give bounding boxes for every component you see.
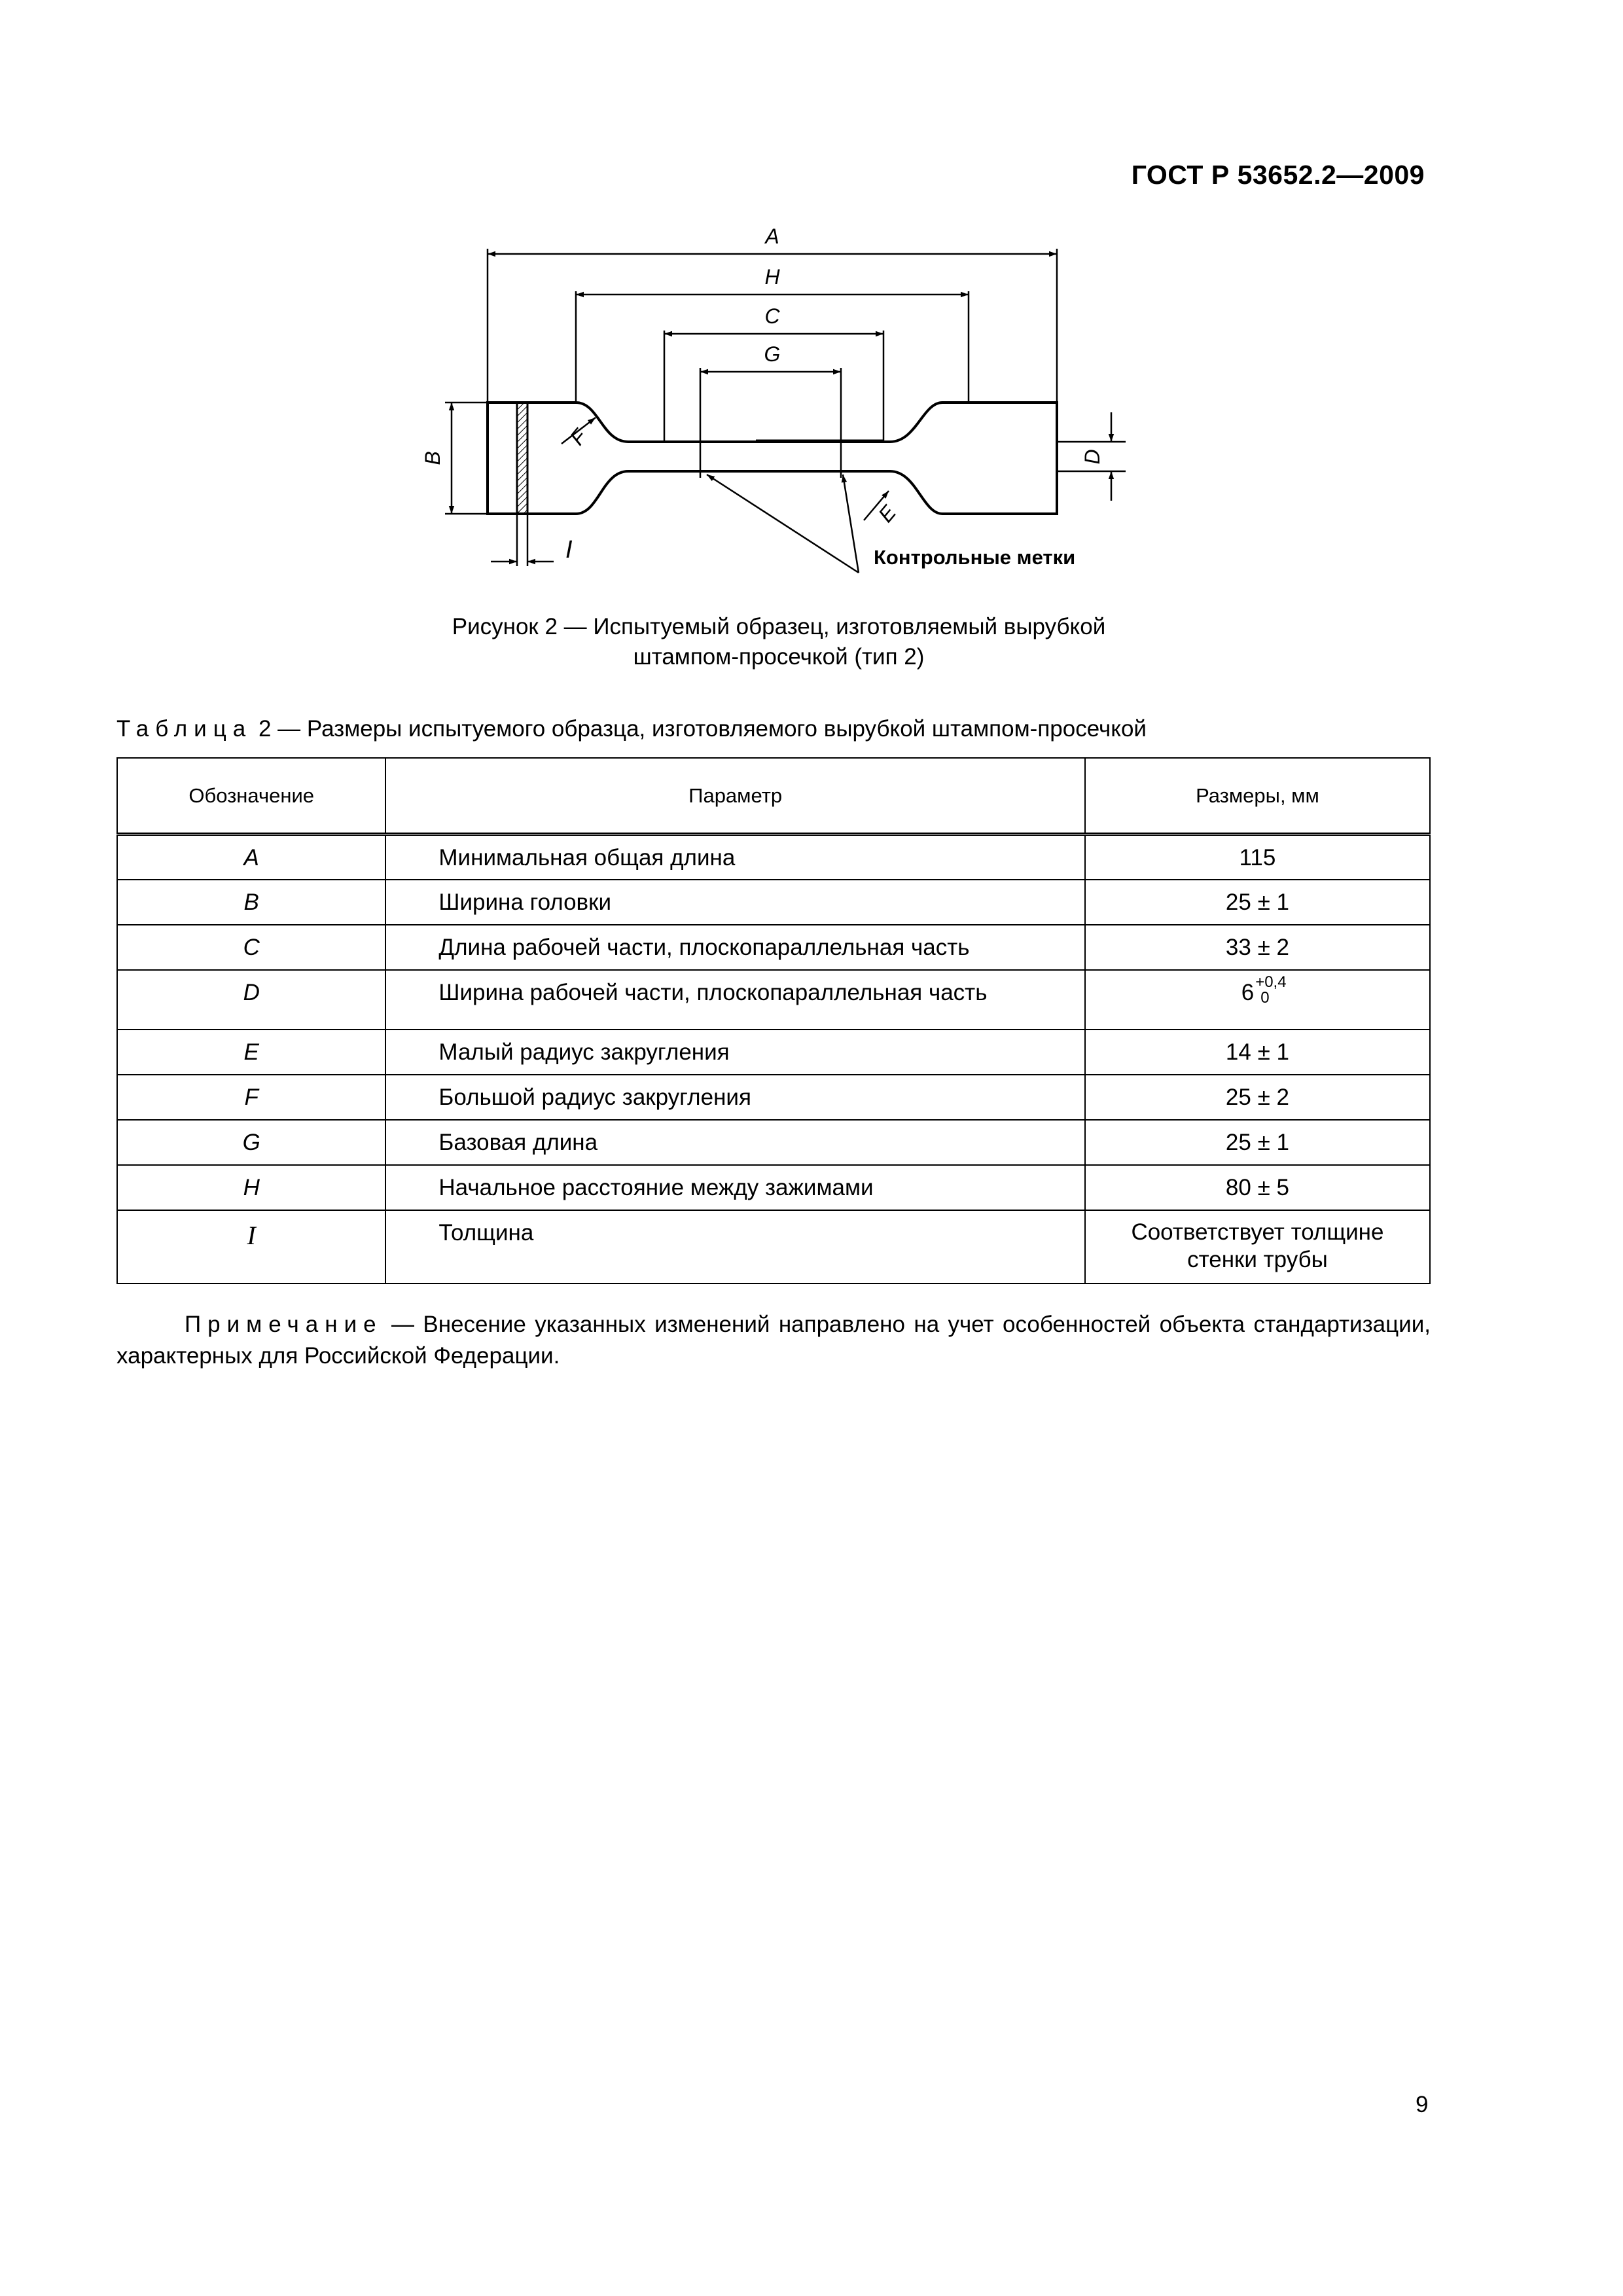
cell-symbol: C	[117, 925, 385, 970]
table-row	[117, 1165, 1430, 1210]
cell-parameter: Ширина головки	[385, 880, 1085, 925]
cell-symbol: A	[117, 834, 385, 880]
label-a: A	[765, 224, 779, 248]
header-parameter: Параметр	[385, 758, 1085, 834]
cell-value	[1085, 1210, 1430, 1283]
header-size: Размеры, мм	[1085, 758, 1430, 834]
cell-symbol: E	[117, 1030, 385, 1075]
specimen-outline	[488, 403, 1057, 514]
table-title-text: — Размеры испытуемого образца, изготовляемого вырубкой штампом-просечкой	[271, 716, 1147, 742]
table-row	[117, 1210, 1430, 1283]
note-label: Примечание	[185, 1312, 383, 1337]
cell-symbol: I	[117, 1210, 385, 1283]
cell-symbol: H	[117, 1165, 385, 1210]
cell-value: 25 ± 1	[1085, 1120, 1430, 1165]
label-h: H	[764, 265, 780, 289]
cell-value: 33 ± 2	[1085, 925, 1430, 970]
cell-parameter: Начальное расстояние между зажимами	[385, 1165, 1085, 1210]
page-number: 9	[1416, 2092, 1429, 2117]
dimensions-table	[116, 757, 1431, 1284]
note	[116, 1309, 1431, 1372]
note-text: — Внесение указанных изменений направлено на учет особенностей объекта стандартизации, характерных для Российской Федерации.	[116, 1312, 1431, 1369]
table-row	[117, 880, 1430, 925]
figure-caption	[366, 612, 1191, 672]
tolerance-upper: +0,4	[1255, 973, 1287, 991]
document-header: ГОСТ Р 53652.2—2009	[1131, 160, 1425, 190]
value-line-2: стенки трубы	[1187, 1246, 1328, 1272]
caption-line-1: Рисунок 2 — Испытуемый образец, изготовляемый вырубкой	[452, 614, 1106, 639]
table-title-number: 2	[258, 716, 272, 742]
marks-leader-1	[707, 475, 859, 573]
tolerance-lower: 0	[1260, 988, 1270, 1007]
table-row	[117, 834, 1430, 880]
value-line-1: Соответствует толщине	[1131, 1219, 1384, 1245]
label-e: E	[873, 501, 901, 527]
cell-parameter: Ширина рабочей части, плоскопараллельная часть	[385, 970, 1085, 1030]
marks-leader-2	[843, 475, 859, 573]
label-i: I	[565, 536, 573, 564]
table-row	[117, 1075, 1430, 1120]
specimen-figure	[419, 223, 1139, 589]
cell-value: 25 ± 2	[1085, 1075, 1430, 1120]
cross-section-hatch	[517, 403, 527, 514]
table-row	[117, 1030, 1430, 1075]
cell-value: 115	[1085, 834, 1430, 880]
cell-symbol: D	[117, 970, 385, 1030]
cell-parameter: Длина рабочей части, плоскопараллельная часть	[385, 925, 1085, 970]
cell-value: 80 ± 5	[1085, 1165, 1430, 1210]
cell-symbol: G	[117, 1120, 385, 1165]
label-f: F	[565, 424, 592, 450]
cell-parameter: Толщина	[385, 1210, 1085, 1283]
table-title	[116, 716, 1147, 742]
control-marks-label: Контрольные метки	[874, 546, 1076, 569]
cell-symbol: B	[117, 880, 385, 925]
table-row	[117, 970, 1430, 1030]
table-row	[117, 925, 1430, 970]
cell-symbol: F	[117, 1075, 385, 1120]
cell-parameter: Базовая длина	[385, 1120, 1085, 1165]
label-c: C	[764, 304, 780, 328]
cell-value	[1085, 970, 1430, 1030]
header-designation: Обозначение	[117, 758, 385, 834]
tolerance	[1254, 973, 1287, 1007]
caption-line-2: штампом-просечкой (тип 2)	[633, 644, 925, 670]
value-nominal: 6	[1241, 979, 1255, 1005]
table-row	[117, 1120, 1430, 1165]
cell-parameter: Большой радиус закругления	[385, 1075, 1085, 1120]
label-d: D	[1080, 449, 1104, 465]
cell-parameter: Малый радиус закругления	[385, 1030, 1085, 1075]
cell-value: 14 ± 1	[1085, 1030, 1430, 1075]
label-g: G	[764, 342, 781, 366]
table-header-row	[117, 758, 1430, 834]
label-b: B	[421, 451, 444, 465]
cell-value: 25 ± 1	[1085, 880, 1430, 925]
cell-parameter: Минимальная общая длина	[385, 834, 1085, 880]
table-title-word: Таблица	[116, 716, 253, 742]
